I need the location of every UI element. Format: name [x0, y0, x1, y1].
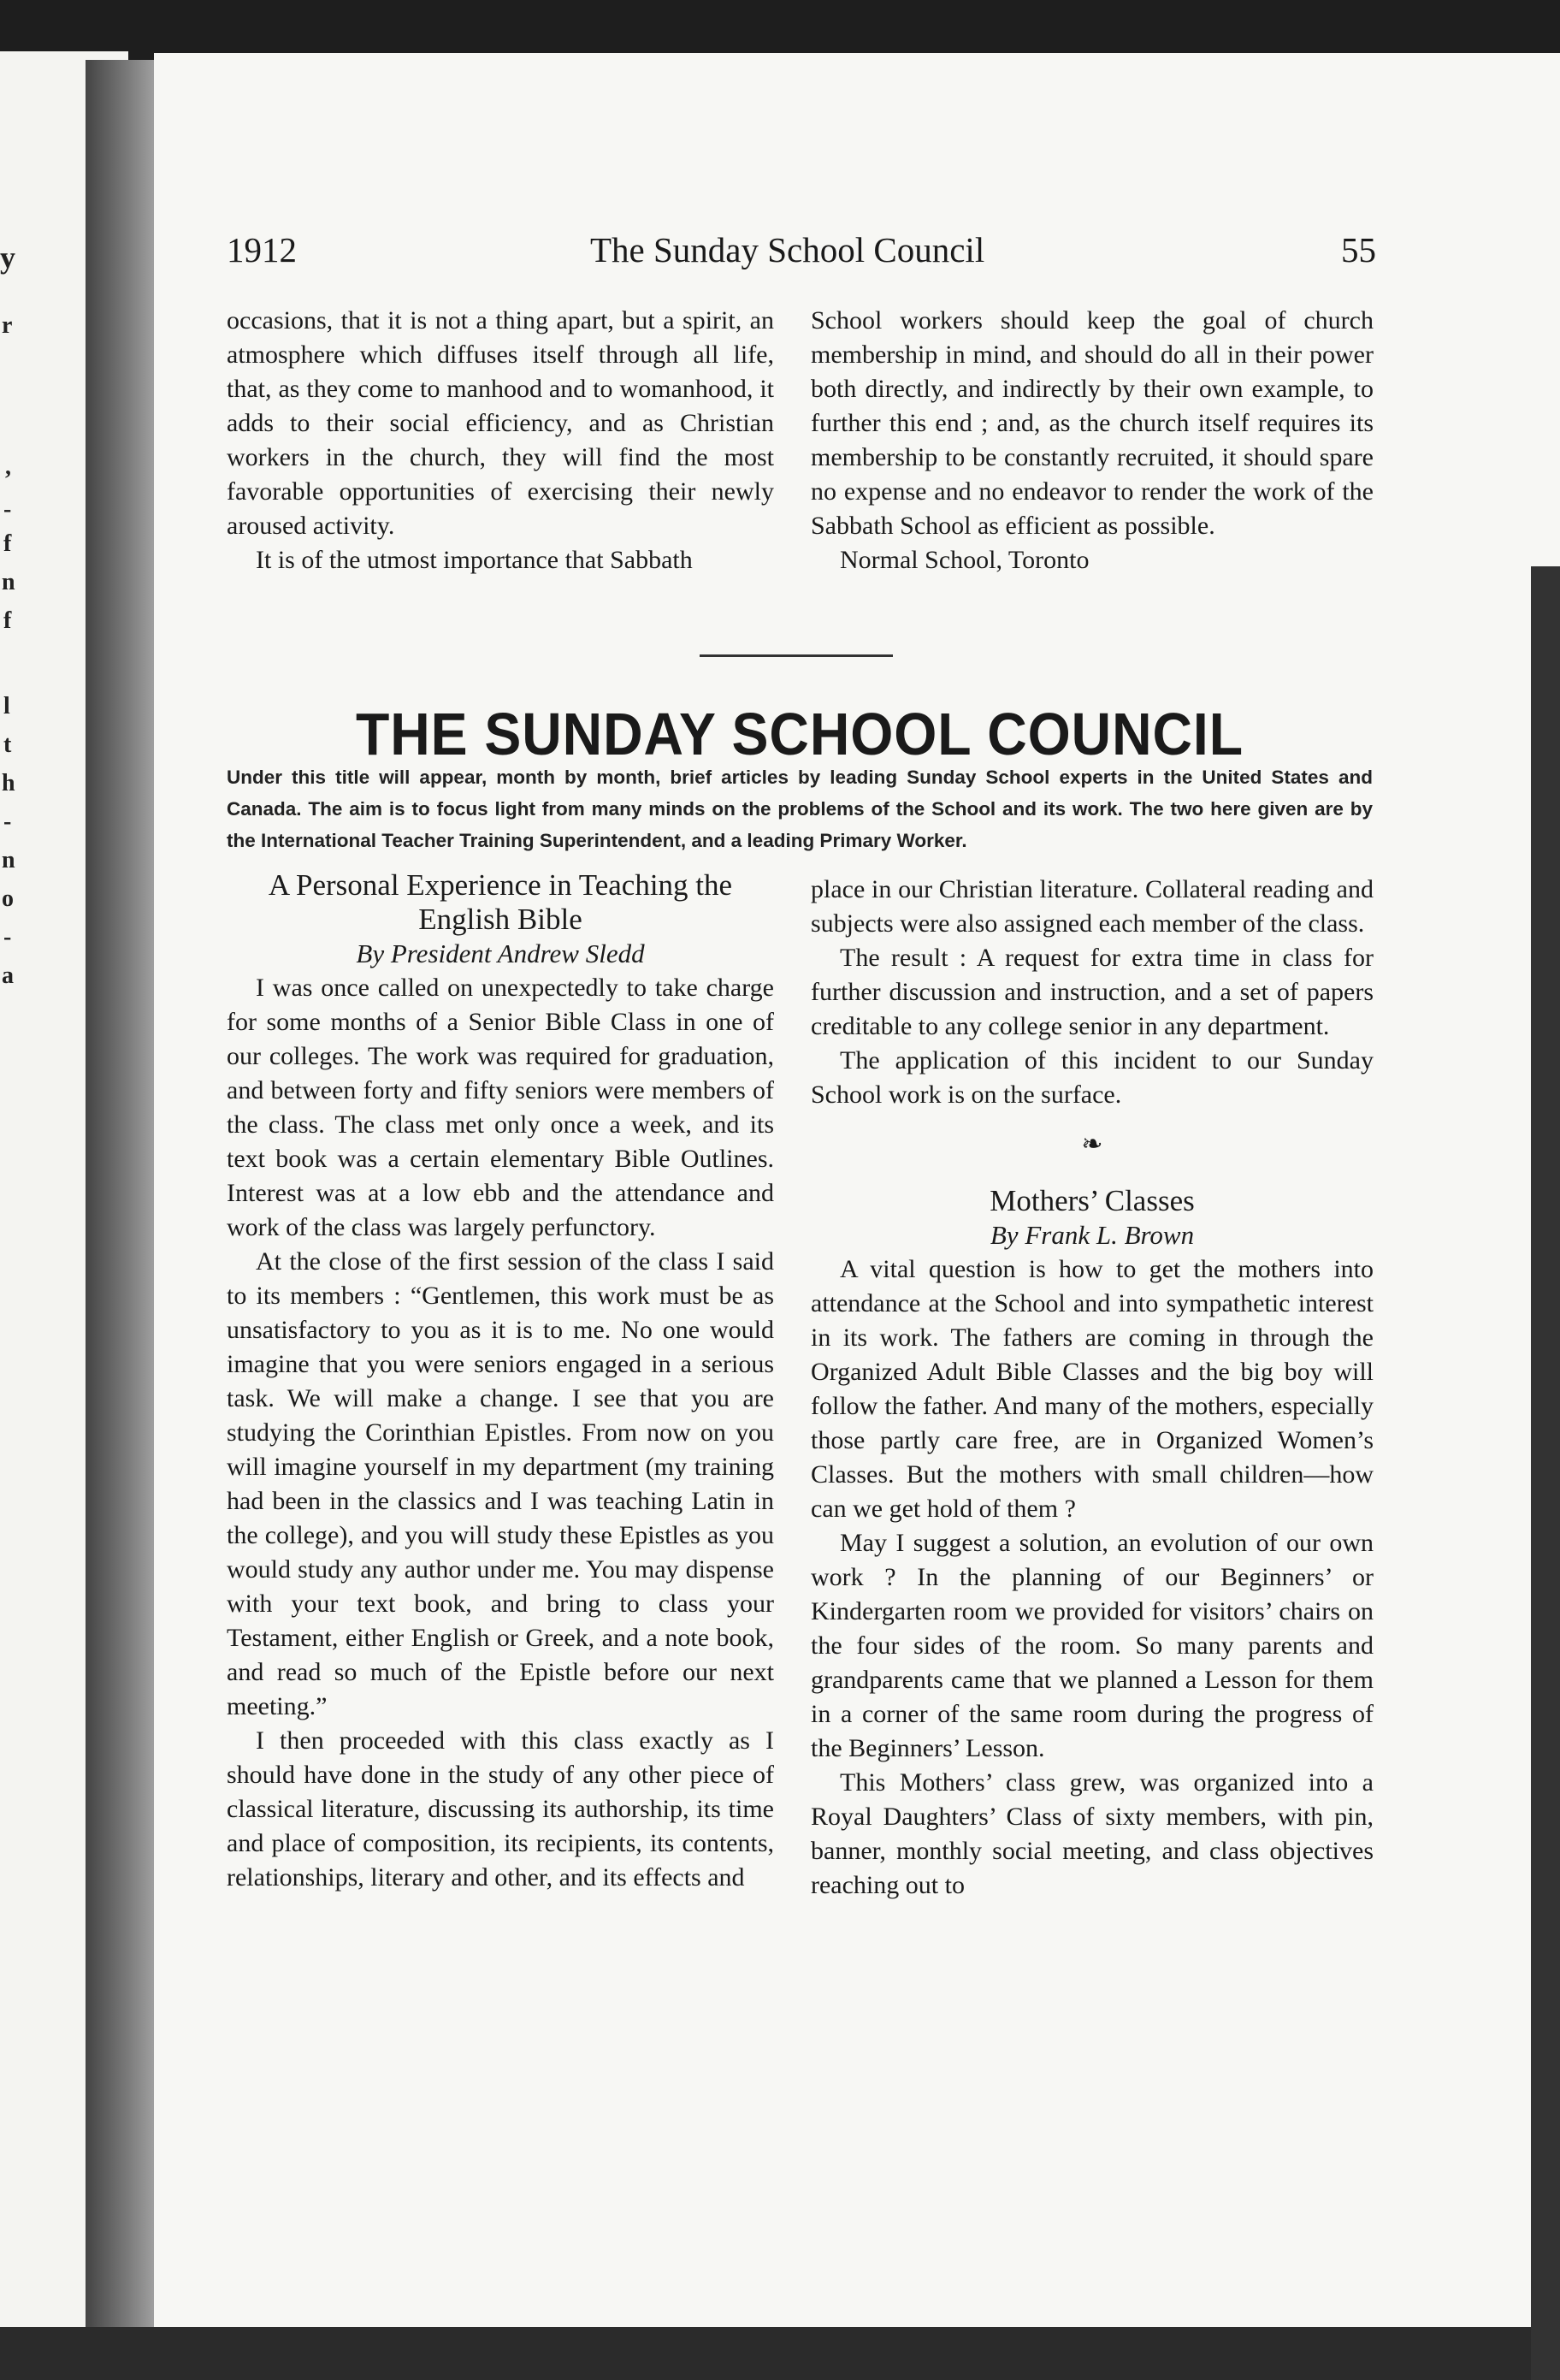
facing-page-fragment: a [2, 962, 14, 989]
paragraph: This Mothers’ class grew, was organized into a Royal Daughters’ Class of sixty members, with pin, banner, monthly social meeting, and class objectives reaching out to [811, 1768, 1374, 1899]
fleuron-ornament-icon: ❧ [1081, 1130, 1103, 1158]
article1-byline: By President Andrew Sledd [356, 938, 645, 968]
paragraph: The application of this incident to our Sunday School work is on the surface. [811, 1046, 1374, 1109]
facing-page-fragment: - [3, 496, 12, 523]
facing-page-fragment: - [3, 808, 12, 835]
paragraph: occasions, that it is not a thing apart, but a spirit, an atmosphere which diffuses itself through all life, that, as they come to manhood and to womanhood, it adds to their social efficiency, and as Christian workers in the church, they will find the most favorable opportunities of exercising their newly aroused activity. [227, 306, 774, 540]
facing-page-fragment: t [3, 731, 12, 758]
article1-column [227, 868, 774, 1895]
paragraph: The result : A request for extra time in class for further discussion and instruction, and a set of papers creditable to any college senior in any department. [811, 944, 1374, 1040]
header-year: 1912 [227, 230, 297, 269]
page-edge [1531, 566, 1560, 2380]
paragraph: I was once called on unexpectedly to take charge for some months of a Senior Bible Class in one of our colleges. The work was required for graduation, and between forty and fifty seniors were members of the class. The class met only once a week, and its text book was a certain elementary Bible Outlines. Interest was at a low ebb and the attendance and work of the class was largely perfunctory. [227, 974, 774, 1241]
facing-page-fragment: h [2, 770, 15, 796]
facing-page-fragment: o [2, 885, 14, 912]
paragraph: A vital question is how to get the mothers into attendance at the School and into sympathetic interest in its work. The fathers are coming in through the Organized Adult Bible Classes and the big boy will follow the father. And many of the mothers, especially those partly care free, are in Organized Women’s Classes. But the mothers with small children—how can we get hold of them ? [811, 1255, 1374, 1523]
page-number: 55 [1341, 230, 1376, 269]
paragraph: School workers should keep the goal of church membership in mind, and should do all in their power both directly, and indirectly by their own example, to further this end ; and, as the church itself requires its membership to be constantly recruited, it should spare no expense and no endeavor to render the work of the Sabbath School as efficient as possible. [811, 306, 1374, 540]
article2-byline: By Frank L. Brown [990, 1220, 1195, 1250]
paragraph: May I suggest a solution, an evolution of our own work ? In the planning of our Beginners’ or Kindergarten room we provided for visitors’ chairs on the four sides of the room. So many parents and grandparents came that we planned a Lesson for them in a corner of the same room during the progress of the Beginners’ Lesson. [811, 1529, 1374, 1762]
signature-line: Normal School, Toronto [840, 546, 1090, 574]
top-right-column [811, 304, 1374, 577]
section-intro: Under this title will appear, month by month, brief articles by leading Sunday School experts in the United States and Canada. The aim is to focus light from many minds on the problems of the School and its work. The two here given are by the International Teacher Training Superintendent, and a leading Primary Worker. [227, 767, 1373, 851]
facing-page-fragment: y [0, 240, 15, 275]
paragraph: I then proceeded with this class exactly as I should have done in the study of any other piece of classical literature, discussing its authorship, its time and place of composition, its recipients, its contents, relationships, literary and other, and its effects and [227, 1726, 774, 1892]
article2-title: Mothers’ Classes [990, 1184, 1195, 1217]
facing-page-fragment: r [2, 312, 13, 339]
facing-page-fragment: - [3, 924, 12, 950]
top-left-column [227, 304, 774, 577]
article1-title-line2: English Bible [418, 903, 582, 936]
section-divider [700, 654, 893, 657]
facing-page-fragment: , [5, 453, 11, 480]
section-title: THE SUNDAY SCHOOL COUNCIL [355, 701, 1244, 767]
paragraph: It is of the utmost importance that Sabbath [256, 546, 693, 574]
right-lower-column [811, 873, 1374, 1903]
header-title: The Sunday School Council [590, 230, 985, 269]
facing-page-fragment: l [3, 693, 10, 719]
paragraph: place in our Christian literature. Collateral reading and subjects were also assigned each member of the class. [811, 875, 1374, 938]
paragraph: At the close of the first session of the class I said to its members : “Gentlemen, this work must be as unsatisfactory to you as it is to me. No one would imagine that you were seniors engaged in a serious task. We will make a change. I see that you are studying the Corinthian Epistles. From now on you will imagine yourself in my department (my training had been in the classics and I was teaching Latin in the college), and you will study these Epistles as you would study any author under me. You may dispense with your text book, and bring to class your Testament, either English or Greek, and a note book, and read so much of the Epistle before our next meeting.” [227, 1247, 774, 1720]
facing-page-fragment: n [2, 569, 15, 595]
article1-title-line1: A Personal Experience in Teaching the [268, 868, 733, 902]
facing-page-fragment: n [2, 847, 15, 873]
facing-page-fragment: f [3, 530, 12, 557]
facing-page-fragment: f [3, 607, 12, 634]
